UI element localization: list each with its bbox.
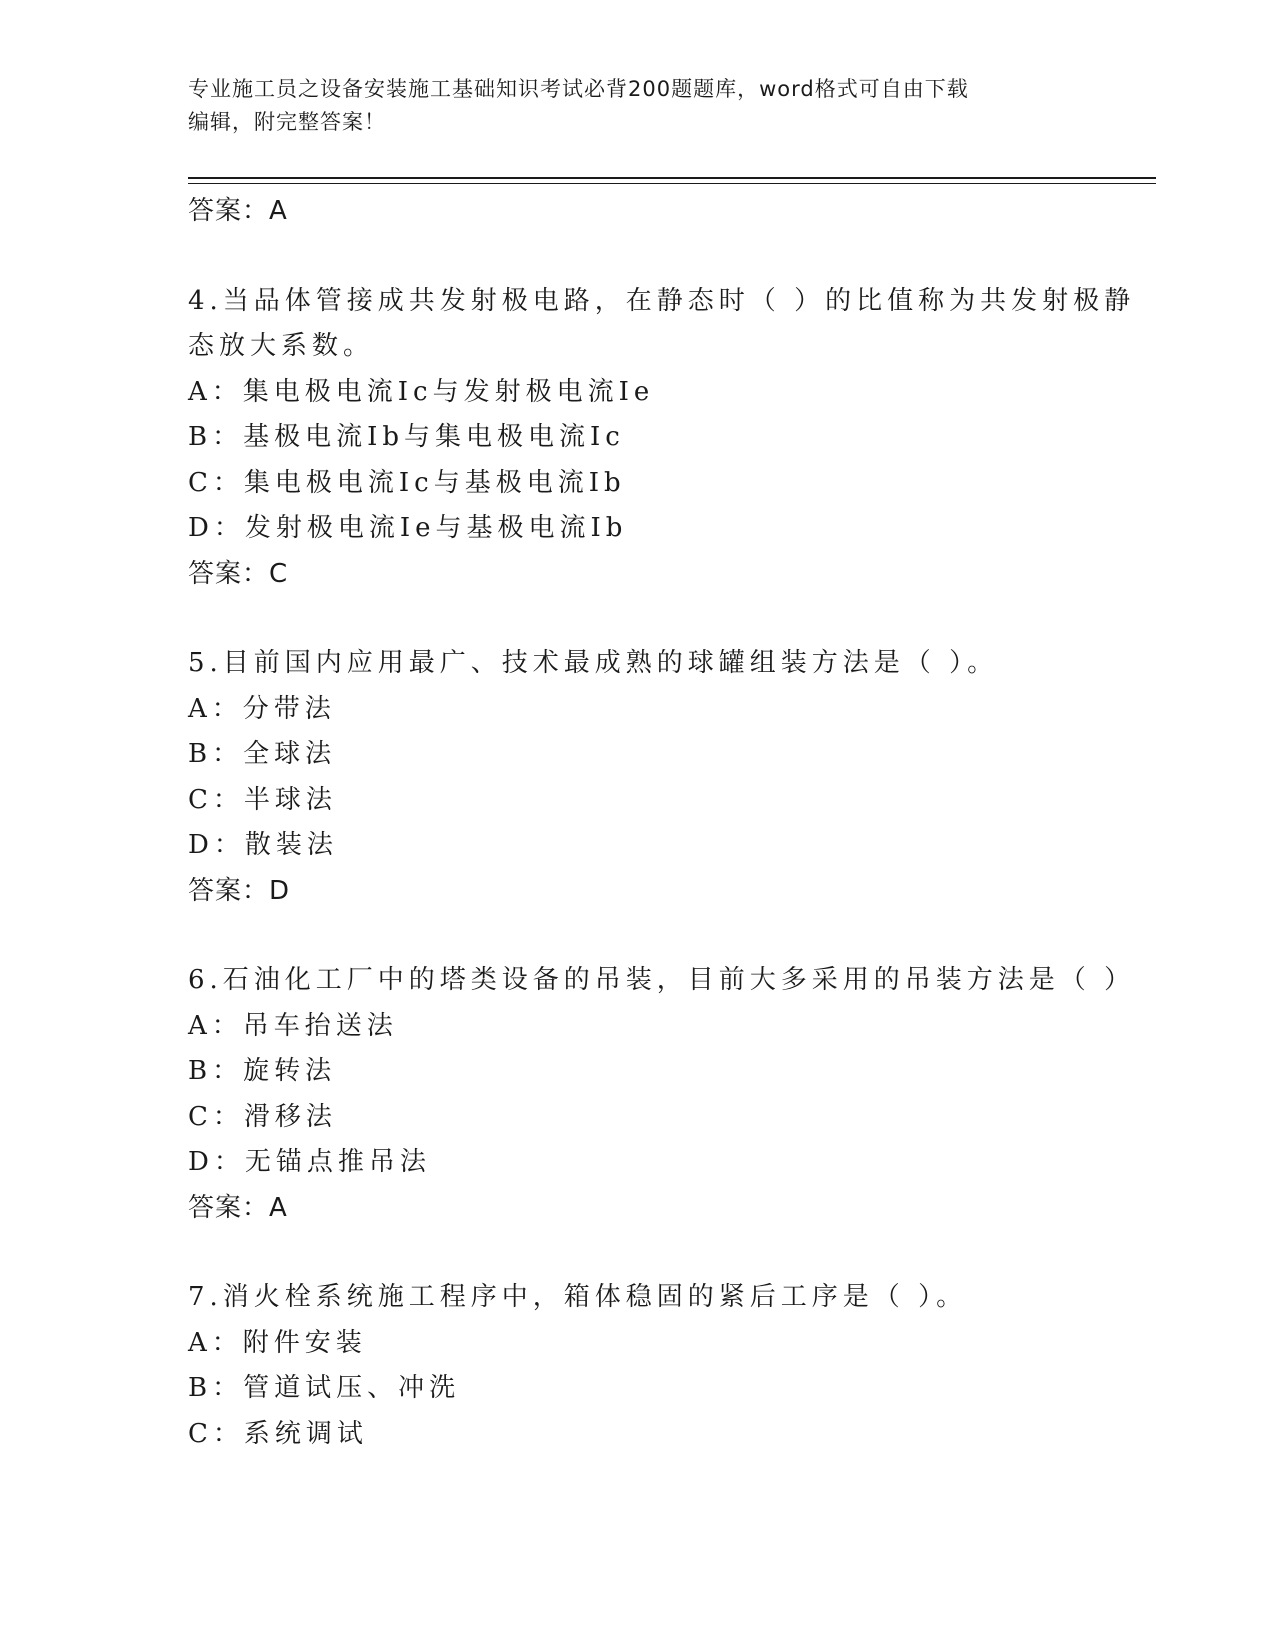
option-b: B：基极电流Ib与集电极电流Ic: [188, 422, 625, 452]
question-stem: 6.石油化工厂中的塔类设备的吊装，目前大多采用的吊装方法是（ ）: [188, 965, 1136, 995]
document-header: [188, 73, 1088, 139]
option-c: C：半球法: [188, 784, 337, 815]
header-divider-thick: [188, 177, 1156, 179]
question-5: [188, 641, 1088, 914]
spacer: [188, 235, 1088, 279]
question-stem-continued: 态放大系数。: [188, 331, 375, 361]
question-4: [188, 279, 1136, 598]
option-d: D：散装法: [188, 830, 338, 860]
header-line-1: 专业施工员之设备安装施工基础知识考试必背200题题库，word格式可自由下载: [188, 77, 969, 101]
option-a: A：附件安装: [188, 1327, 367, 1358]
option-c: C：滑移法: [188, 1101, 337, 1132]
spacer: [188, 1231, 1088, 1275]
question-7: [188, 1275, 1088, 1457]
question-stem: 7.消火栓系统施工程序中，箱体稳固的紧后工序是（ ）。: [188, 1282, 968, 1312]
option-d: D：发射极电流Ie与基极电流Ib: [188, 513, 628, 543]
option-d: D：无锚点推吊法: [188, 1147, 431, 1177]
question-stem: 4.当品体管接成共发射极电路，在静态时（ ）的比值称为共发射极静: [188, 285, 1136, 316]
answer-previous: 答案：A: [188, 196, 288, 226]
question-stem: 5.目前国内应用最广、技术最成熟的球罐组装方法是（ ）。: [188, 648, 999, 678]
header-divider-thin: [188, 183, 1156, 184]
option-a: A：分带法: [188, 693, 336, 724]
option-b: B：旋转法: [188, 1056, 337, 1086]
option-a: A：吊车抬送法: [188, 1010, 398, 1041]
answer: 答案：A: [188, 1192, 288, 1223]
spacer: [188, 914, 1088, 958]
option-a: A：集电极电流Ic与发射极电流Ie: [188, 376, 655, 407]
question-content: [188, 189, 1136, 1457]
answer: 答案：C: [188, 558, 289, 589]
option-b: B：管道试压、冲洗: [188, 1373, 461, 1403]
answer: 答案：D: [188, 875, 291, 906]
option-c: C：系统调试: [188, 1418, 368, 1449]
option-c: C：集电极电流Ic与基极电流Ib: [188, 467, 626, 498]
spacer: [188, 597, 1088, 641]
header-line-2: 编辑，附完整答案！: [188, 110, 386, 134]
option-b: B：全球法: [188, 739, 337, 769]
question-6: [188, 958, 1136, 1231]
